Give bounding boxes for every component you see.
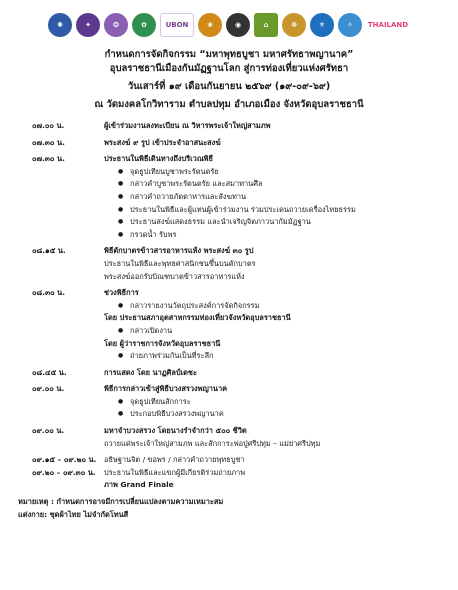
agenda-bullet: ● กล่าวเปิดงาน <box>18 325 440 338</box>
agenda-bullet: ● ถ่ายภาพร่วมกันเป็นที่ระลึก <box>18 350 440 363</box>
emblem-10-icon: ✧ <box>338 13 362 37</box>
emblem-2-icon: ✦ <box>76 13 100 37</box>
bullet-icon: ● <box>118 397 124 405</box>
emblem-3-icon: ❂ <box>104 13 128 37</box>
agenda-bullet: ● กล่าวคำบูชาพระรัตนตรัย และสมาทานศีล <box>18 178 440 191</box>
header-title: กำหนดการจัดกิจกรรม “มหาพุทธบูชา มหาศรัทธาพญานาค” <box>104 49 354 60</box>
agenda-bullet: ● จุดธูปเทียนสักการะ <box>18 396 440 409</box>
agenda-item <box>18 367 440 380</box>
emblem-8-icon: ☸ <box>282 13 306 37</box>
agenda-item <box>18 425 440 438</box>
bullet-icon: ● <box>118 230 124 238</box>
document-header <box>18 48 440 112</box>
bullet-icon: ● <box>118 218 124 226</box>
header-date: วันเสาร์ที่ ๑๙ เดือนกันยายน ๒๕๖๙ (๑๙-๐๙-๖๙) <box>127 81 331 92</box>
emblem-7-icon: ⌂ <box>254 13 278 37</box>
agenda-bullet: ● จุดธูปเทียนบูชาพระรัตนตรัย <box>18 166 440 179</box>
agenda-subline: พระสงฆ์ออกรับบิณฑบาตข้าวสารอาหารแห้ง <box>104 271 245 281</box>
agenda-bullet: ● กล่าวรายงานวัตถุประสงค์การจัดกิจกรรม <box>18 300 440 313</box>
bullet-icon: ● <box>118 167 124 175</box>
agenda-time: ๐๘.๓๐ น. <box>32 288 66 298</box>
agenda-presenter: โดย ผู้ว่าราชการจังหวัดอุบลราชธานี <box>104 338 221 348</box>
agenda-item <box>18 153 440 166</box>
footer-notes <box>18 496 440 521</box>
agenda-time: ๐๙.๐๐ น. <box>32 384 65 394</box>
agenda-subline: ประธานในพิธีและพุทธศาสนิกชนขึ้นบนตักบาตร <box>104 258 256 268</box>
ubon-logo: UBON <box>160 13 194 37</box>
agenda-bullet: ● ประกอบพิธีบวงสรวงพญานาค <box>18 408 440 421</box>
agenda-item <box>18 137 440 150</box>
bullet-icon: ● <box>118 352 124 360</box>
agenda-item <box>18 467 440 480</box>
emblem-6-icon: ◉ <box>226 13 250 37</box>
agenda-text: ประธานในพิธีเดินทางถึงบริเวณพิธี <box>104 154 214 164</box>
emblem-5-icon: ❀ <box>198 13 222 37</box>
emblem-1-icon: ✺ <box>48 13 72 37</box>
emblem-4-icon: ✿ <box>132 13 156 37</box>
agenda-text: พิธีตักบาตรข้าวสารอาหารแห้ง พระสงฆ์ ๓๐ รูป <box>104 246 254 256</box>
agenda-time: ๐๗.๓๐ น. <box>32 154 65 164</box>
agenda-time: ๐๙.๐๐ น. <box>32 426 65 436</box>
agenda-time: ๐๗.๐๐ น. <box>32 121 65 130</box>
agenda-text: การแสดง โดย นาฏศิลป์เดชะ <box>104 367 197 377</box>
agenda-text: ผู้เข้าร่วมงานลงทะเบียน ณ วิหารพระเจ้าใหญ่สามภพ <box>104 121 271 130</box>
agenda-time: ๐๘.๑๕ น. <box>32 246 66 256</box>
agenda-bullet: ● กรวดน้ำ รับพร <box>18 229 440 242</box>
agenda-text: พระสงฆ์ ๙ รูป เข้าประจำอาสนะสงฆ์ <box>104 137 221 147</box>
bullet-icon: ● <box>118 192 124 200</box>
agenda-presenter: โดย ประธานสภาอุตสาหกรรมท่องเที่ยวจังหวัดอุบลราชธานี <box>104 313 291 323</box>
agenda-bullet: ● ประธานสงฆ์แสดงธรรม และนำเจริญจิตภาวนากัมมัฏฐาน <box>18 216 440 229</box>
logo-strip <box>18 8 440 42</box>
bullet-icon: ● <box>118 326 124 334</box>
agenda-text: มหาจำบวงสรวง โดยนางรำจำกว่า ๕๐๐ ชีวิต <box>104 426 247 436</box>
agenda-bullet: ● กล่าวคำถวายภัตตาหารและสังฆทาน <box>18 191 440 204</box>
agenda-time: ๐๘.๔๕ น. <box>32 367 67 377</box>
header-venue: ณ วัดมงคลโกวิทาราม ตำบลปทุม อำเภอเมือง จังหวัดอุบลราชธานี <box>94 99 364 110</box>
bullet-icon: ● <box>118 301 124 309</box>
agenda-text: อธิษฐานจิต / ขอพร / กล่าวคำถวายพุทธบูชา <box>104 455 245 465</box>
agenda-list <box>18 120 440 492</box>
agenda-subline: ถวายแด่พระเจ้าใหญ่สามภพ และสักการะพ่อปู่ศรีปทุม – แม่ย่าศรีปทุม <box>104 438 321 448</box>
dress-code-text: แต่งกาย: ชุดผ้าไทย ไม่จำกัดโทนสี <box>18 509 129 519</box>
agenda-item <box>18 120 440 133</box>
agenda-subline: ภาพ Grand Finale <box>104 480 174 490</box>
amazing-thailand-logo: THAILAND <box>366 13 410 37</box>
emblem-9-icon: ⚜ <box>310 13 334 37</box>
agenda-time: ๐๙.๑๕ – ๐๙.๒๐ น. <box>32 455 97 465</box>
header-subtitle: อุบลราชธานีเมืองกันมัฏฐานโลก สู่การท่องเที่ยวแห่งศรัทธา <box>109 63 349 74</box>
bullet-icon: ● <box>118 180 124 188</box>
agenda-item <box>18 287 440 300</box>
agenda-text: พิธีการกล่าวเข้าสู่พิธีบวงสรวงพญานาค <box>104 384 228 394</box>
agenda-text: ประธานในพิธีและแขกผู้มีเกียรติร่วมถ่ายภาพ <box>104 467 246 477</box>
agenda-time: ๐๙.๒๐ – ๐๙.๓๐ น. <box>32 467 96 477</box>
agenda-text: ช่วงพิธีการ <box>104 288 139 298</box>
bullet-icon: ● <box>118 205 124 213</box>
agenda-item <box>18 245 440 258</box>
agenda-time: ๐๗.๓๐ น. <box>32 137 65 147</box>
agenda-item <box>18 383 440 396</box>
bullet-icon: ● <box>118 410 124 418</box>
agenda-bullet: ● ประธานในพิธีและผู้แทนผู้เข้าร่วมงาน ร่วมประเคนถวายเครื่องไทยธรรม <box>18 204 440 217</box>
agenda-item <box>18 454 440 467</box>
remark-text: หมายเหตุ : กำหนดการอาจมีการเปลี่ยนแปลงตามความเหมาะสม <box>18 497 224 507</box>
